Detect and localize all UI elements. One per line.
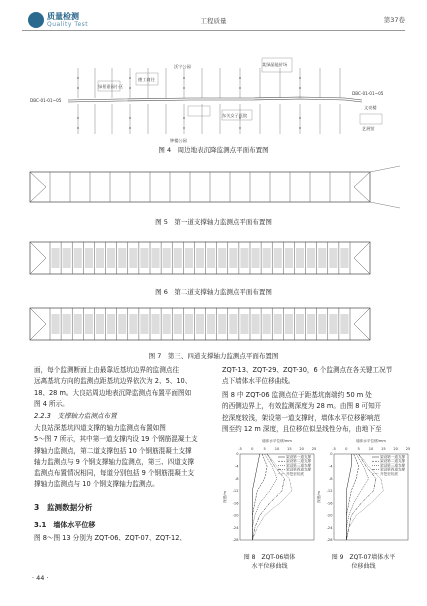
fig8-ytick: -24 — [232, 525, 239, 530]
fig9-ytick: -16 — [326, 501, 333, 506]
strut-fill — [285, 248, 293, 268]
text-line: 撑轴力监测点与 10 个钢支撑轴力监测点。 — [34, 480, 159, 489]
text-line: 的西侧边界上，有效监测深度为 28 m。由图 8 可知开 — [222, 402, 382, 411]
fig8-legend-label: 架设第二道支撑 — [286, 459, 312, 464]
fig9-caption-line2: 位移曲线 — [351, 563, 376, 570]
strut-fill — [307, 314, 315, 334]
fig9-ytick: -24 — [326, 525, 333, 530]
volume-label: 第37卷 — [383, 16, 405, 24]
strut-fill — [229, 314, 237, 334]
strut-fill — [52, 314, 60, 334]
strut-fill — [52, 248, 60, 268]
strut-fill — [152, 248, 160, 268]
text-line: 大良站深基坑四道支撑的轴力监测点布置如图 — [34, 424, 166, 432]
left-paragraph-2 — [34, 423, 214, 491]
fig9-ytick: -4 — [328, 464, 333, 469]
fig8-series-line — [252, 454, 267, 540]
strut-fill — [85, 248, 93, 268]
strut-fill — [274, 248, 282, 268]
fig8-legend-label: 架设第一道支撑 — [286, 455, 312, 459]
fig9-title: 墙体水平位移/mm — [356, 439, 386, 443]
strut-fill — [63, 248, 71, 268]
fig8-xtick: 10 — [274, 447, 280, 451]
text-line: 监测点布置情况相同，每道分别包括 9 个钢筋混凝土支 — [34, 469, 195, 478]
fig9-xtick: 20 — [393, 447, 398, 451]
strut-fill — [229, 248, 237, 268]
fig9-xtick: 10 — [368, 447, 374, 451]
strut-fill — [96, 314, 104, 334]
fig9-legend-label: 架设第一道支撑 — [380, 455, 406, 459]
strut-fill — [74, 248, 82, 268]
fig4-label-park3: 某绿晶能价场 — [262, 62, 288, 67]
strut-fill — [118, 248, 126, 268]
strut-fill — [218, 314, 226, 334]
fig8-xtick: 15 — [287, 447, 292, 451]
strut-fill — [196, 248, 204, 268]
right-paragraph-1 — [222, 365, 402, 388]
fig8-ytick: -16 — [232, 501, 239, 506]
strut-fill — [274, 314, 282, 334]
fig4-label-bell: 钟楼公园 — [170, 138, 187, 143]
strut-fill — [207, 314, 215, 334]
fig5-caption: 图 5 第一道支撑轴力监测点平面布置图 — [155, 218, 272, 226]
fig4-label-school: 东关女子医院 — [222, 113, 248, 118]
fig9-legend-label: 架设第三道支撑 — [380, 463, 406, 468]
strut-fill — [185, 314, 193, 334]
fig8-ylabel: 深度/m — [223, 491, 227, 503]
fig9-ytick: -28 — [326, 538, 333, 543]
strut-fill — [185, 248, 193, 268]
strut-fill — [340, 248, 348, 268]
strut-fill — [263, 314, 271, 334]
fig9-ytick: 0 — [330, 452, 333, 457]
fig4-label-art: 艺展馆 — [362, 126, 375, 131]
fig8-ytick: -4 — [234, 464, 239, 469]
fig8-caption-line1: 图 8 ZQT-06墙体 — [243, 554, 296, 561]
text-line: 撑轴力监测点，第二道支撑包括 10 个钢筋混凝土支撑 — [34, 446, 192, 455]
fig8-caption-line2: 水平位移曲线 — [251, 563, 288, 570]
fig8-ytick: -28 — [232, 538, 239, 543]
fig9-ytick: -12 — [326, 489, 333, 494]
page-number: · 44 · — [32, 574, 49, 582]
fig4-label-plaza: 德工商住 — [138, 77, 155, 82]
running-title: 工程质量 — [200, 17, 227, 25]
strut-fill — [174, 248, 182, 268]
strut-fill — [118, 314, 126, 334]
text-line: 18、28 m。大良站周边地表沉降监测点布置平面图如 — [34, 388, 192, 397]
strut-fill — [140, 248, 148, 268]
strut-fill — [307, 248, 315, 268]
text-line: 图 8～图 13 分别为 ZQT-06、ZQT-07、ZQT-12、 — [34, 534, 187, 542]
section-3-1-heading: 3.1 墙体水平位移 — [34, 521, 96, 529]
logo-cn: 质量检测 — [47, 12, 79, 21]
strut-fill — [263, 248, 271, 268]
strut-fill — [140, 314, 148, 334]
fig8-caption — [222, 552, 317, 570]
text-line: 远离基坑方向的监测点距基坑边界依次为 2、5、10、 — [34, 377, 192, 386]
text-line: 点下墙体水平位移曲线。 — [222, 377, 295, 386]
strut-fill — [252, 248, 260, 268]
strut-fill — [129, 314, 137, 334]
strut-fill — [163, 248, 171, 268]
fig9-series-line — [346, 454, 358, 540]
strut-fill — [240, 314, 248, 334]
fig8-legend-label: 架设第三道支撑 — [286, 463, 312, 468]
fig8-legend-label: 开挖至坑底 — [286, 471, 304, 476]
fig9-series-line — [346, 454, 368, 540]
strut-fill — [96, 248, 104, 268]
fig9-ytick: -20 — [326, 513, 333, 518]
fig9-xtick: 0 — [345, 447, 348, 451]
left-paragraph-1 — [34, 365, 214, 410]
header-rule — [22, 30, 405, 31]
fig9-legend-label: 架设第二道支撑 — [380, 459, 406, 464]
strut-fill — [252, 314, 260, 334]
fig8-ytick: -8 — [234, 476, 239, 481]
strut-fill — [85, 314, 93, 334]
left-paragraph-3 — [34, 533, 214, 544]
fig9-ytick: -8 — [328, 476, 333, 481]
section-3-heading: 3 监测数据分析 — [34, 503, 93, 512]
strut-fill — [174, 314, 182, 334]
section-2-2-3: 2.2.3 支撑轴力监测点布置 — [34, 412, 117, 420]
text-line: 5～图 7 所示，其中第一道支撑内设 19 个钢筋混凝土支 — [34, 435, 198, 444]
figure-6 — [0, 232, 427, 292]
strut-fill — [318, 314, 326, 334]
fig9-xtick: 25 — [405, 447, 411, 451]
figure-8-chart — [222, 436, 317, 552]
strut-fill — [318, 248, 326, 268]
fig8-xtick: 25 — [311, 447, 317, 451]
strut-fill — [296, 314, 304, 334]
fig4-caption: 图 4 周边地表沉降监测点平面布置图 — [158, 146, 269, 154]
strut-fill — [107, 314, 115, 334]
fig9-legend-label: 架设第四道支撑 — [380, 467, 406, 472]
text-line: 图 8 中 ZQT-06 监测点位于距基坑南端约 50 m 处 — [222, 391, 372, 399]
fig8-legend-label: 架设第四道支撑 — [286, 467, 312, 472]
fig8-ytick: 0 — [236, 452, 239, 457]
fig4-label-right: DBC-01-01~05 — [352, 91, 384, 96]
fig9-legend-label: 开挖至坑底 — [380, 471, 398, 476]
strut-fill — [329, 248, 337, 268]
strut-fill — [285, 314, 293, 334]
fig8-title: 墙体水平位移/mm — [262, 439, 292, 443]
text-line: 围至约 12 m 深度，且位移位似呈线性分布，由地下至 — [222, 424, 382, 433]
fig8-xtick: 20 — [299, 447, 304, 451]
strut-fill — [196, 314, 204, 334]
fig9-xtick: -5 — [332, 447, 336, 451]
strut-fill — [296, 248, 304, 268]
text-line: 面，每个监测断面上由最靠近基坑边界的监测点往 — [34, 366, 180, 374]
fig8-xtick: -5 — [238, 447, 242, 451]
fig6-caption: 图 6 第二道支撑轴力监测点平面布置图 — [155, 288, 272, 296]
strut-fill — [218, 248, 226, 268]
fig9-series-line — [346, 454, 351, 540]
fig8-ytick: -12 — [232, 489, 239, 494]
fig9-ylabel: 深度/m — [317, 491, 321, 503]
fig9-caption-line1: 图 9 ZQT-07墙体水平 — [331, 554, 396, 561]
fig9-xtick: 15 — [381, 447, 386, 451]
strut-fill — [240, 248, 248, 268]
fig9-caption — [316, 552, 411, 570]
strut-fill — [129, 248, 137, 268]
fig4-label-park1: 绿景嘉园小区 — [98, 84, 124, 89]
strut-fill — [63, 314, 71, 334]
strut-fill — [340, 314, 348, 334]
fig9-xtick: 5 — [357, 447, 360, 451]
text-line: 轴力监测点与 9 个钢支撑轴力监测点，第三、四道支撑 — [34, 457, 195, 466]
logo-en: Quality Test — [47, 21, 89, 28]
fig8-xtick: 5 — [263, 447, 266, 451]
text-line: 图 4 所示。 — [34, 399, 69, 408]
strut-fill — [163, 314, 171, 334]
fig9-series-line — [346, 454, 376, 540]
strut-fill — [107, 248, 115, 268]
fig4-label-park2: 沃宁公园 — [174, 64, 191, 69]
strut-fill — [152, 314, 160, 334]
fig8-xtick: 0 — [251, 447, 254, 451]
page-header — [0, 0, 427, 40]
fig7-caption: 图 7 第三、四道支撑轴力监测点平面布置图 — [148, 352, 279, 360]
fig4-label-pub: 文亮楼 — [364, 105, 377, 110]
right-paragraph-2 — [222, 390, 402, 435]
text-line: ZQT-13、ZQT-29、ZQT-30，6 个监测点在各关键工况节 — [222, 366, 393, 374]
figure-5 — [0, 160, 427, 220]
fig4-label-left: DBC-01-01~05 — [30, 98, 62, 103]
text-line: 挖深度较浅，架设第一道支撑时，墙体水平位移影响范 — [222, 413, 381, 422]
strut-fill — [329, 314, 337, 334]
fig9-series-line — [346, 454, 383, 540]
figure-9-chart — [316, 436, 411, 552]
fig8-ytick: -20 — [232, 513, 239, 518]
strut-fill — [207, 248, 215, 268]
strut-fill — [74, 314, 82, 334]
